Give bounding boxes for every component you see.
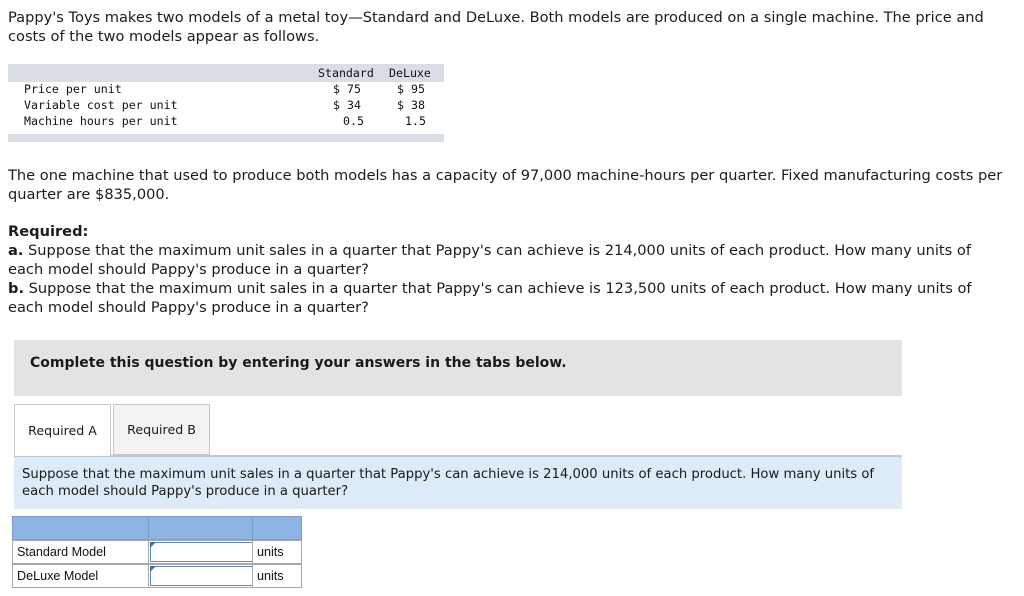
intro-text: Pappy's Toys makes two models of a metal toy—Standard and DeLuxe. Both models are produced on a single machine. The price and costs of the two models appear as follows. bbox=[8, 9, 984, 45]
question-panel bbox=[14, 455, 902, 509]
cell-machine-hours-standard: 0.5 bbox=[343, 114, 364, 128]
standard-model-input[interactable] bbox=[150, 542, 253, 562]
col-header-standard: Standard bbox=[318, 66, 374, 80]
row-label-machine-hours: Machine hours per unit bbox=[24, 114, 178, 128]
col-header-deluxe: DeLuxe bbox=[389, 66, 431, 80]
answer-label-deluxe: DeLuxe Model bbox=[17, 569, 99, 583]
row-label-price: Price per unit bbox=[24, 82, 122, 96]
capacity-text: The one machine that used to produce both models has a capacity of 97,000 machine-hours per quarter. Fixed manufacturing costs per quarter are $835,000. bbox=[8, 167, 1003, 203]
input-marker-icon bbox=[150, 566, 156, 572]
instruction-text: Complete this question by entering your answers in the tabs below. bbox=[30, 355, 567, 371]
cell-variable-cost-standard: $ 34 bbox=[333, 98, 361, 112]
answer-unit-standard: units bbox=[257, 545, 284, 559]
table-header-band bbox=[8, 64, 444, 82]
tab-required-b[interactable] bbox=[113, 404, 210, 455]
answer-grid-header bbox=[12, 516, 302, 540]
required-heading: Required: bbox=[8, 223, 89, 240]
answer-grid bbox=[12, 516, 302, 588]
cell-variable-cost-deluxe: $ 38 bbox=[397, 98, 425, 112]
cell-price-deluxe: $ 95 bbox=[397, 82, 425, 96]
instruction-banner bbox=[14, 340, 902, 396]
required-a-text: Suppose that the maximum unit sales in a quarter that Pappy's can achieve is 214,000 units of each product. How many units of each model should Pappy's produce in a quarter? bbox=[8, 242, 971, 278]
answer-label-standard: Standard Model bbox=[17, 545, 106, 559]
grid-divider bbox=[252, 516, 253, 540]
answer-row-deluxe bbox=[12, 564, 302, 588]
required-section bbox=[8, 222, 1008, 317]
question-text: Suppose that the maximum unit sales in a quarter that Pappy's can achieve is 214,000 units of each product. How many units of each model should Pappy's produce in a quarter? bbox=[22, 467, 875, 499]
required-b-text: Suppose that the maximum unit sales in a quarter that Pappy's can achieve is 123,500 units of each product. How many units of each model should Pappy's produce in a quarter? bbox=[8, 280, 972, 316]
tab-required-b-label: Required B bbox=[127, 422, 196, 437]
required-a-prefix: a. bbox=[8, 242, 24, 259]
row-label-variable-cost: Variable cost per unit bbox=[24, 98, 178, 112]
deluxe-model-input[interactable] bbox=[150, 566, 253, 586]
tab-required-a-label: Required A bbox=[28, 423, 97, 438]
grid-divider bbox=[148, 516, 149, 540]
cell-price-standard: $ 75 bbox=[333, 82, 361, 96]
required-b-prefix: b. bbox=[8, 280, 24, 297]
answer-row-standard bbox=[12, 540, 302, 564]
answer-unit-deluxe: units bbox=[257, 569, 284, 583]
grid-divider bbox=[148, 540, 149, 588]
cost-table bbox=[8, 64, 444, 142]
tab-required-a[interactable] bbox=[14, 404, 111, 456]
input-marker-icon bbox=[150, 542, 156, 548]
cell-machine-hours-deluxe: 1.5 bbox=[405, 114, 426, 128]
table-footer-band bbox=[8, 134, 444, 142]
grid-divider bbox=[252, 540, 253, 588]
